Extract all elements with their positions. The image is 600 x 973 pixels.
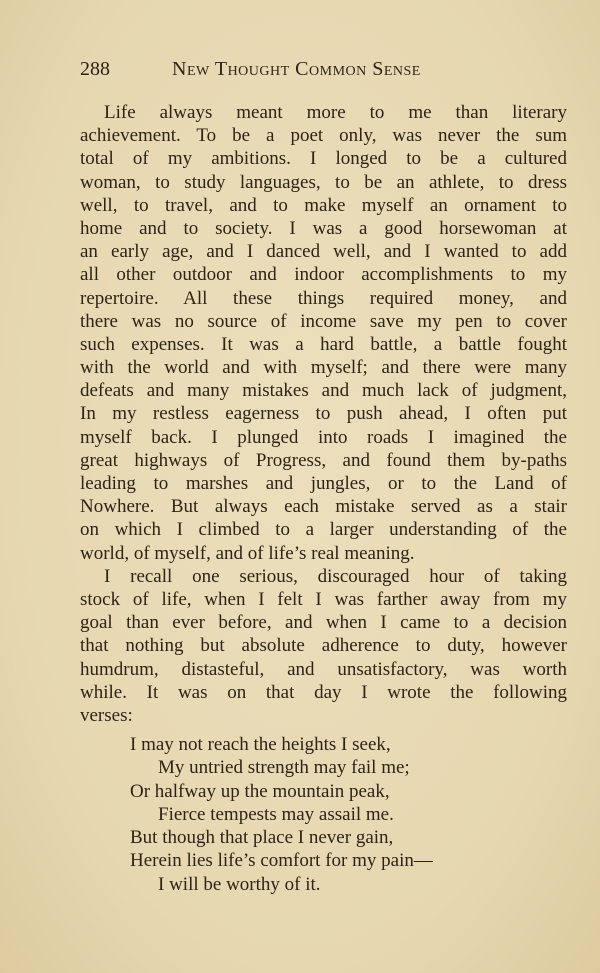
text-line: while. It was on that day I wrote the following bbox=[80, 681, 567, 703]
text-line: well, to travel, and to make myself an ornament to bbox=[80, 194, 567, 216]
text-line: world, of myself, and of life’s real meaning. bbox=[80, 542, 415, 564]
text-line: Nowhere. But always each mistake served as a stair bbox=[80, 496, 567, 518]
poem bbox=[130, 733, 433, 896]
poem-line: But though that place I never gain, bbox=[130, 827, 394, 849]
text-line: myself back. I plunged into roads I imagined the bbox=[80, 426, 567, 448]
text-line: defeats and many mistakes and much lack of judgment, bbox=[80, 380, 567, 402]
text-line: that nothing but absolute adherence to duty, however bbox=[80, 635, 567, 657]
poem-line: Or halfway up the mountain peak, bbox=[130, 780, 390, 802]
text-line: leading to marshes and jungles, or to the Land of bbox=[80, 473, 567, 494]
text-line: goal than ever before, and when I came to a decision bbox=[80, 612, 567, 634]
text-line: stock of life, when I felt I was farther away from my bbox=[80, 588, 567, 610]
text-line: an early age, and I danced well, and I wanted to add bbox=[80, 241, 567, 263]
poem-line: Herein lies life’s comfort for my pain— bbox=[130, 850, 433, 872]
poem-line: My untried strength may fail me; bbox=[158, 757, 410, 779]
poem-line: I will be worthy of it. bbox=[158, 873, 321, 895]
body-text bbox=[80, 101, 567, 727]
poem-line: I may not reach the heights I seek, bbox=[130, 734, 391, 755]
text-line: humdrum, distasteful, and unsatisfactory, was worth bbox=[80, 658, 567, 680]
page-number: 288 bbox=[80, 58, 110, 80]
text-line: achievement. To be a poet only, was never the sum bbox=[80, 125, 567, 147]
text-line: I recall one serious, discouraged hour of taking bbox=[104, 565, 567, 587]
text-line: with the world and with myself; and there were many bbox=[80, 357, 567, 379]
text-line: great highways of Progress, and found them by-paths bbox=[80, 449, 567, 471]
page-header bbox=[80, 58, 567, 86]
text-line: there was no source of income save my pen to cover bbox=[80, 310, 567, 332]
text-line: all other outdoor and indoor accomplishments to my bbox=[80, 264, 567, 286]
poem-line: Fierce tempests may assail me. bbox=[158, 803, 394, 825]
text-line: on which I climbed to a larger understanding of the bbox=[80, 519, 567, 541]
text-line: total of my ambitions. I longed to be a cultured bbox=[80, 148, 567, 170]
text-line: verses: bbox=[80, 704, 133, 726]
text-line: woman, to study languages, to be an athlete, to dress bbox=[80, 171, 567, 193]
text-line: repertoire. All these things required money, and bbox=[80, 287, 567, 309]
text-line: In my restless eagerness to push ahead, I often put bbox=[80, 403, 567, 425]
text-line: such expenses. It was a hard battle, a battle fought bbox=[80, 333, 567, 355]
running-title: New Thought Common Sense bbox=[172, 58, 421, 80]
text-line: Life always meant more to me than literary bbox=[104, 102, 567, 123]
text-line: home and to society. I was a good horsewoman at bbox=[80, 217, 567, 239]
